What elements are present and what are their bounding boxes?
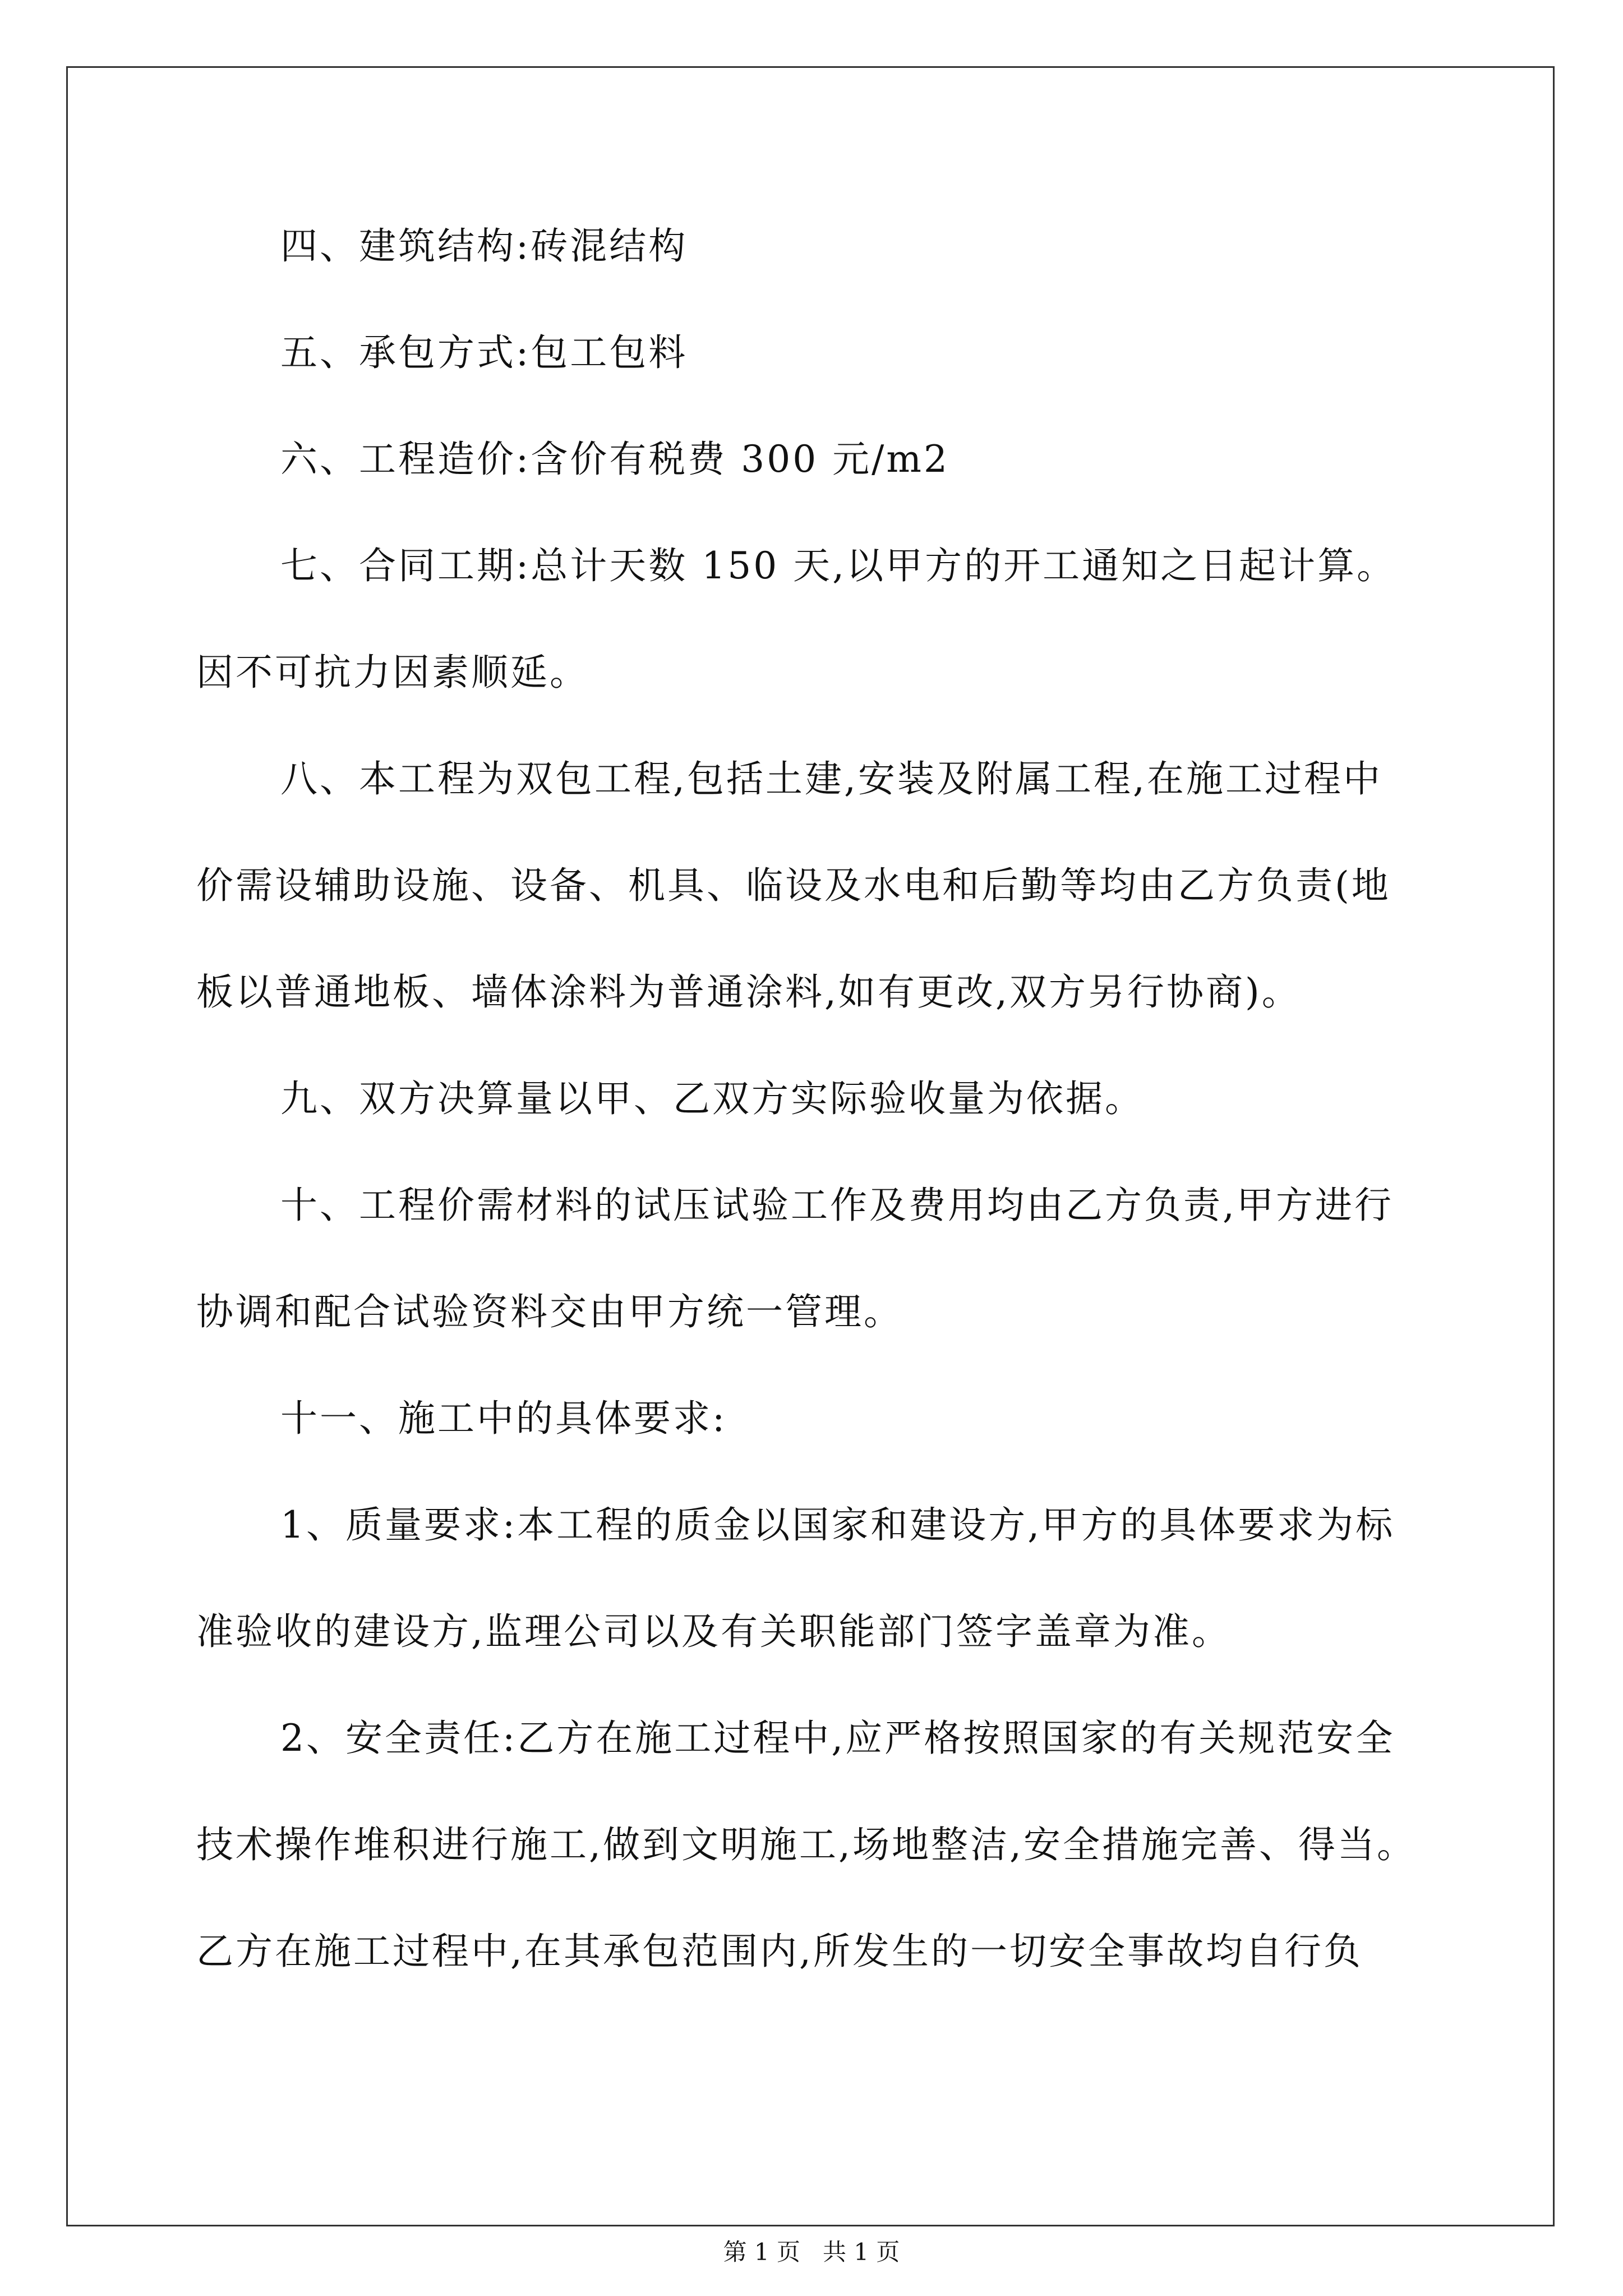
paragraph-line: 八、本工程为双包工程,包括土建,安装及附属工程,在施工过程中: [280, 757, 1382, 800]
paragraph-line: 九、双方决算量以甲、乙双方实际验收量为依据。: [280, 1077, 1144, 1120]
page-border: [66, 66, 1555, 2226]
paragraph-line: 十、工程价需材料的试压试验工作及费用均由乙方负责,甲方进行: [280, 1184, 1394, 1227]
page-footer: [0, 2238, 1623, 2266]
paragraph-line: 2、安全责任:乙方在施工过程中,应严格按照国家的有关规范安全: [280, 1717, 1395, 1760]
paragraph-line: 四、建筑结构:砖混结构: [280, 224, 688, 268]
paragraph-line: 准验收的建设方,监理公司以及有关职能部门签字盖章为准。: [196, 1610, 1231, 1653]
page-total: 共 1 页: [823, 2238, 900, 2266]
page-number: 第 1 页: [723, 2238, 800, 2266]
paragraph-line: 1、质量要求:本工程的质金以国家和建设方,甲方的具体要求为标: [280, 1503, 1395, 1547]
paragraph-line: 价需设辅助设施、设备、机具、临设及水电和后勤等均由乙方负责(地: [196, 864, 1391, 907]
paragraph-line: 乙方在施工过程中,在其承包范围内,所发生的一切安全事故均自行负: [196, 1930, 1363, 1973]
paragraph-line: 因不可抗力因素顺延。: [196, 651, 589, 694]
paragraph-line: 板以普通地板、墙体涂料为普通涂料,如有更改,双方另行协商)。: [196, 970, 1301, 1014]
paragraph-line: 十一、施工中的具体要求:: [280, 1397, 727, 1440]
paragraph-line: 六、工程造价:含价有税费 300 元/m2: [280, 438, 949, 481]
paragraph-line: 协调和配合试验资料交由甲方统一管理。: [196, 1290, 903, 1333]
paragraph-line: 五、承包方式:包工包料: [280, 331, 688, 374]
paragraph-line: 技术操作堆积进行施工,做到文明施工,场地整洁,安全措施完善、得当。: [196, 1823, 1416, 1866]
paragraph-line: 七、合同工期:总计天数 150 天,以甲方的开工通知之日起计算。: [280, 544, 1396, 587]
